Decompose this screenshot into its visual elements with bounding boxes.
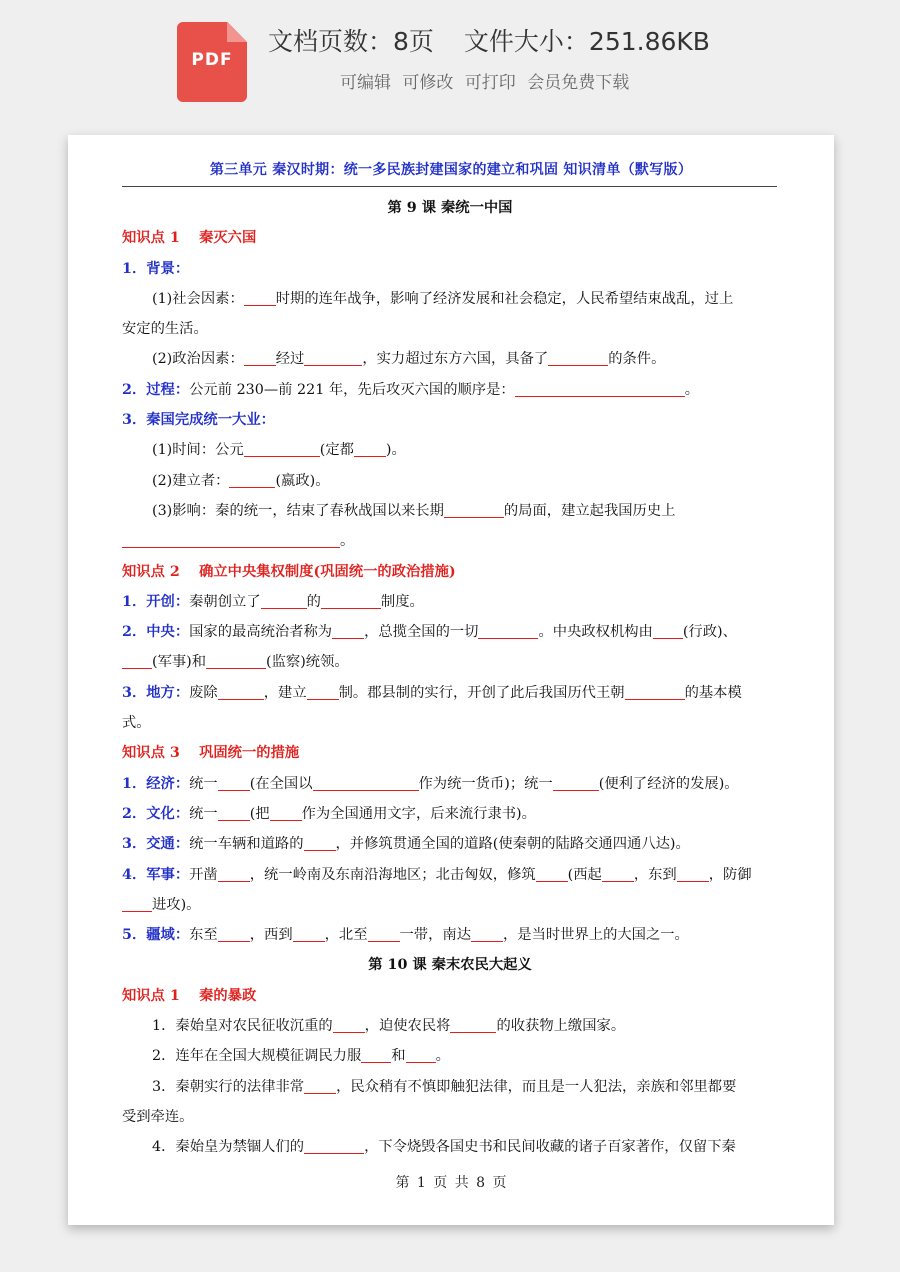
text-span: 第 9 课 秦统一中国 bbox=[387, 200, 513, 216]
fill-blank bbox=[218, 864, 250, 882]
fill-blank bbox=[450, 1015, 496, 1033]
text-span: ，总揽全国的一切 bbox=[364, 624, 479, 641]
text-span: (1)时间：公元 bbox=[152, 442, 244, 459]
text-span: 第 10 课 秦末农民大起义 bbox=[368, 957, 532, 974]
text-span: 式。 bbox=[122, 715, 151, 732]
fill-blank bbox=[553, 773, 599, 791]
text-span: 开凿 bbox=[189, 866, 218, 883]
item-label: 3．交通： bbox=[122, 836, 190, 853]
text-span: 2．连年在全国大规模征调民力服 bbox=[152, 1048, 362, 1065]
fill-blank bbox=[206, 651, 266, 669]
fill-blank bbox=[332, 621, 364, 639]
text-line bbox=[122, 708, 778, 738]
text-span: 。 bbox=[684, 381, 699, 398]
text-span: 统一 bbox=[189, 775, 218, 792]
text-line bbox=[122, 1041, 778, 1071]
text-span: (1)社会因素： bbox=[152, 290, 244, 307]
fill-blank bbox=[625, 682, 685, 700]
text-span: (在全国以 bbox=[249, 775, 313, 792]
document-body bbox=[122, 193, 778, 1163]
text-line bbox=[122, 526, 778, 556]
text-span: 。 bbox=[340, 533, 355, 550]
text-span: 经过 bbox=[275, 351, 305, 368]
text-span: (军事)和 bbox=[152, 654, 207, 671]
text-line bbox=[122, 1102, 778, 1132]
text-span: 。 bbox=[435, 1048, 450, 1065]
fill-blank bbox=[536, 864, 568, 882]
fill-blank bbox=[244, 288, 276, 306]
text-span: 的基本模 bbox=[684, 684, 742, 701]
text-span: 制。郡县制的实行，开创了此后我国历代王朝 bbox=[338, 684, 625, 701]
text-line bbox=[122, 920, 778, 950]
fill-blank bbox=[304, 833, 336, 851]
item-label: 2．中央： bbox=[122, 624, 190, 641]
text-span: 3．秦朝实行的法律非常 bbox=[152, 1078, 305, 1095]
fill-blank bbox=[471, 924, 503, 942]
text-span: ，北至 bbox=[324, 927, 368, 944]
text-span: (行政)、 bbox=[682, 624, 737, 641]
document-info-header bbox=[0, 0, 900, 125]
text-span: ，民众稍有不慎即触犯法律，而且是一人犯法，亲族和邻里都要 bbox=[336, 1078, 737, 1095]
text-span: 受到牵连。 bbox=[122, 1108, 194, 1125]
item-label: 1．背景： bbox=[122, 260, 190, 277]
text-span: (便利了经济的发展)。 bbox=[598, 775, 739, 792]
fill-blank bbox=[361, 1045, 391, 1063]
text-line bbox=[122, 1132, 778, 1162]
text-line bbox=[122, 769, 778, 799]
text-line bbox=[122, 435, 778, 465]
text-line bbox=[122, 950, 778, 980]
fill-blank bbox=[218, 803, 250, 821]
fill-blank bbox=[244, 348, 276, 366]
text-line bbox=[122, 254, 778, 284]
fill-blank bbox=[321, 591, 381, 609]
text-span: 统一车辆和道路的 bbox=[189, 836, 304, 853]
fill-blank bbox=[261, 591, 307, 609]
text-line bbox=[122, 466, 778, 496]
text-span: 。中央政权机构由 bbox=[538, 624, 653, 641]
text-span: 公元前 230—前 221 年，先后攻灭六国的顺序是： bbox=[189, 381, 515, 398]
text-span: ，并修筑贯通全国的道路(使秦朝的陆路交通四通八达)。 bbox=[335, 836, 690, 853]
text-span: 国家的最高统治者称为 bbox=[189, 624, 333, 641]
text-span: 作为全国通用文字，后来流行隶书)。 bbox=[301, 805, 536, 822]
text-line bbox=[122, 799, 778, 829]
knowledge-point-heading: 知识点 1 秦的暴政 bbox=[122, 987, 257, 1004]
item-label: 4．军事： bbox=[122, 866, 190, 883]
text-span: 的局面，建立起我国历史上 bbox=[503, 502, 676, 519]
fill-blank bbox=[515, 379, 685, 397]
knowledge-point-heading: 知识点 2 确立中央集权制度(巩固统一的政治措施) bbox=[122, 563, 456, 580]
text-line bbox=[122, 829, 778, 859]
text-line bbox=[122, 1072, 778, 1102]
text-line bbox=[122, 223, 778, 253]
knowledge-point-heading: 知识点 3 巩固统一的措施 bbox=[122, 745, 300, 762]
text-line bbox=[122, 405, 778, 435]
text-span: (西起 bbox=[567, 866, 602, 883]
item-label: 5．疆域： bbox=[122, 927, 190, 944]
fill-blank bbox=[304, 348, 362, 366]
fill-blank bbox=[122, 894, 152, 912]
text-line bbox=[122, 557, 778, 587]
file-meta bbox=[268, 22, 710, 58]
fill-blank bbox=[229, 470, 275, 488]
text-span: 秦朝创立了 bbox=[189, 593, 261, 610]
fill-blank bbox=[293, 924, 325, 942]
document-page bbox=[68, 135, 834, 1225]
item-label: 3．秦国完成统一大业： bbox=[122, 412, 275, 429]
fill-blank bbox=[122, 530, 340, 548]
text-span: ，实力超过东方六国，具备了 bbox=[362, 351, 549, 368]
fill-blank bbox=[368, 924, 400, 942]
item-label: 2．过程： bbox=[122, 381, 190, 398]
fill-blank bbox=[304, 1076, 336, 1094]
text-span: ，是当时世界上的大国之一。 bbox=[503, 927, 689, 944]
text-span: 统一 bbox=[189, 805, 218, 822]
fill-blank bbox=[602, 864, 634, 882]
fill-blank bbox=[218, 924, 250, 942]
text-span: 时期的连年战争，影响了经济发展和社会稳定，人民希望结束战乱，过上 bbox=[275, 290, 734, 307]
text-line bbox=[122, 344, 778, 374]
text-span: )。 bbox=[385, 442, 406, 459]
page-count: 文档页数：8页 bbox=[268, 27, 434, 56]
fill-blank bbox=[313, 773, 419, 791]
text-span: (定都 bbox=[319, 442, 354, 459]
text-line bbox=[122, 738, 778, 768]
fill-blank bbox=[653, 621, 683, 639]
fill-blank bbox=[333, 1015, 365, 1033]
text-span: 的收获物上缴国家。 bbox=[496, 1018, 626, 1035]
text-span: 废除 bbox=[189, 684, 218, 701]
text-span: ，下令烧毁各国史书和民间收藏的诸子百家著作，仅留下秦 bbox=[364, 1139, 736, 1156]
text-line bbox=[122, 1011, 778, 1041]
text-span: 作为统一货币)；统一 bbox=[418, 775, 553, 792]
fill-blank bbox=[406, 1045, 436, 1063]
text-line bbox=[122, 890, 778, 920]
text-line bbox=[122, 981, 778, 1011]
text-line bbox=[122, 375, 778, 405]
text-span: ，防御 bbox=[708, 866, 752, 883]
text-span: 的条件。 bbox=[608, 351, 666, 368]
text-span: 和 bbox=[391, 1048, 406, 1065]
fill-blank bbox=[270, 803, 302, 821]
text-line bbox=[122, 860, 778, 890]
fill-blank bbox=[122, 651, 152, 669]
fill-blank bbox=[354, 439, 386, 457]
fill-blank bbox=[548, 348, 608, 366]
text-line bbox=[122, 678, 778, 708]
pdf-icon-fold bbox=[227, 22, 247, 42]
text-span: (监察)统领。 bbox=[266, 654, 349, 671]
text-span: ，统一岭南及东南沿海地区；北击匈奴，修筑 bbox=[249, 866, 536, 883]
fill-blank bbox=[677, 864, 709, 882]
text-span: (2)政治因素： bbox=[152, 351, 244, 368]
text-span: (嬴政)。 bbox=[275, 472, 330, 489]
text-span: (把 bbox=[249, 805, 270, 822]
fill-blank bbox=[307, 682, 339, 700]
document-title: 第三单元 秦汉时期：统一多民族封建国家的建立和巩固 知识清单（默写版） bbox=[209, 162, 693, 178]
text-span: ，建立 bbox=[263, 684, 307, 701]
item-label: 2．文化： bbox=[122, 805, 190, 822]
pdf-badge-label: PDF bbox=[191, 50, 233, 70]
text-line bbox=[122, 284, 778, 314]
title-divider bbox=[122, 186, 777, 187]
text-span: 安定的生活。 bbox=[122, 321, 208, 338]
text-span: (2)建立者： bbox=[152, 472, 230, 489]
text-line bbox=[122, 587, 778, 617]
text-span: 进攻)。 bbox=[152, 896, 201, 913]
page-footer: 第 1 页 共 8 页 bbox=[395, 1175, 507, 1191]
text-line bbox=[122, 496, 778, 526]
text-span: ，迫使农民将 bbox=[364, 1018, 451, 1035]
feature-list: 可编辑 可修改 可打印 会员免费下载 bbox=[340, 73, 630, 93]
fill-blank bbox=[304, 1136, 364, 1154]
knowledge-point-heading: 知识点 1 秦灭六国 bbox=[122, 230, 257, 247]
text-line bbox=[122, 617, 778, 647]
item-label: 3．地方： bbox=[122, 684, 190, 701]
fill-blank bbox=[218, 773, 250, 791]
fill-blank bbox=[444, 500, 504, 518]
fill-blank bbox=[218, 682, 264, 700]
text-line bbox=[122, 314, 778, 344]
text-span: 的 bbox=[306, 593, 321, 610]
text-span: ，西到 bbox=[249, 927, 293, 944]
text-line bbox=[122, 193, 778, 223]
item-label: 1．经济： bbox=[122, 775, 190, 792]
fill-blank bbox=[478, 621, 538, 639]
text-span: (3)影响：秦的统一，结束了春秋战国以来长期 bbox=[152, 502, 444, 519]
text-span: 东至 bbox=[189, 927, 218, 944]
text-span: ，东到 bbox=[633, 866, 677, 883]
text-span: 制度。 bbox=[380, 593, 424, 610]
text-span: 4．秦始皇为禁锢人们的 bbox=[152, 1139, 305, 1156]
text-line bbox=[122, 647, 778, 677]
file-size: 文件大小：251.86KB bbox=[463, 27, 710, 56]
fill-blank bbox=[244, 439, 320, 457]
item-label: 1．开创： bbox=[122, 593, 190, 610]
text-span: 一带，南达 bbox=[399, 927, 471, 944]
text-span: 1．秦始皇对农民征收沉重的 bbox=[152, 1018, 333, 1035]
